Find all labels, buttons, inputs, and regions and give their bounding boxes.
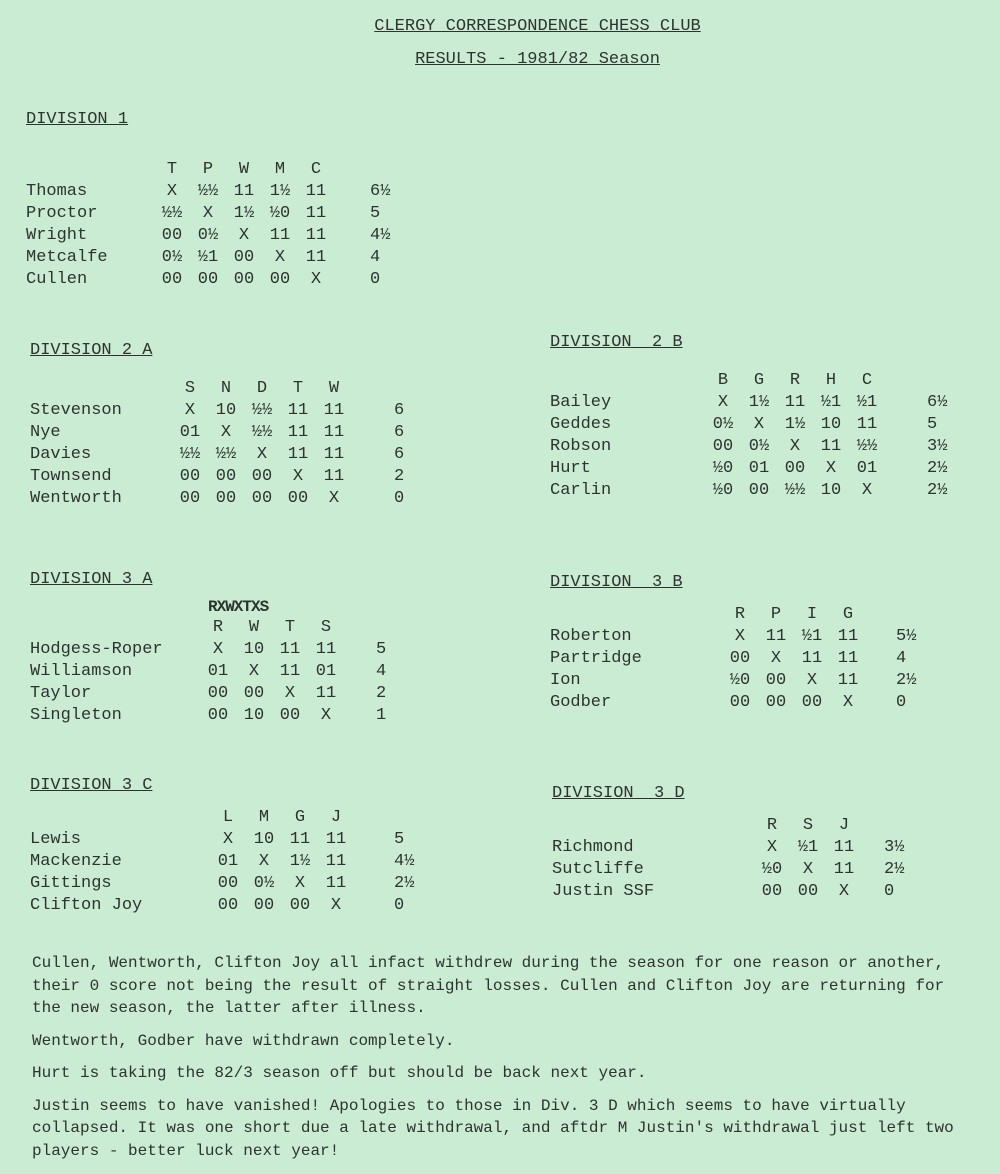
result-cell: 11 [801, 649, 823, 668]
player-name: Wentworth [30, 489, 122, 508]
result-cell: 11 [305, 182, 327, 201]
player-name: Godber [550, 693, 612, 712]
result-cell: 00 [179, 489, 201, 508]
player-score: 4 [376, 662, 387, 681]
column-initial: J [330, 808, 342, 827]
result-cell: 0½ [748, 437, 770, 456]
division-d3c [30, 776, 414, 917]
result-cell: X [842, 693, 854, 712]
result-cell: 00 [801, 693, 823, 712]
division-heading: DIVISION 3 A [30, 570, 153, 589]
column-header-row [550, 604, 916, 626]
spacer [552, 815, 754, 837]
column-header-row [30, 617, 386, 639]
spacer [26, 159, 154, 181]
table-row [30, 444, 404, 466]
player-score: 2 [376, 684, 387, 703]
result-cell: ½1 [797, 838, 819, 857]
struck-letters: RXWXTXS [208, 598, 269, 616]
column-initial: I [806, 605, 818, 624]
result-cell: ½1 [820, 393, 842, 412]
result-cell: 11 [287, 423, 309, 442]
result-cell: X [248, 662, 260, 681]
result-cell: 00 [179, 467, 201, 486]
player-score: 4½ [394, 852, 415, 871]
column-initial: P [770, 605, 782, 624]
result-cell: 0½ [197, 226, 219, 245]
result-cell: 10 [243, 640, 265, 659]
result-cell: 01 [856, 459, 878, 478]
result-cell: 00 [251, 489, 273, 508]
column-initial: T [166, 160, 178, 179]
column-initial: S [184, 379, 196, 398]
spacer [30, 597, 208, 617]
result-cell: 1½ [269, 182, 291, 201]
result-cell: 10 [253, 830, 275, 849]
result-cell: X [222, 830, 234, 849]
spacer [550, 370, 705, 392]
result-cell: 00 [765, 693, 787, 712]
player-name: Ion [550, 671, 581, 690]
result-cell: 00 [729, 693, 751, 712]
column-initial: J [838, 816, 850, 835]
table-row [30, 683, 386, 705]
result-cell: 11 [315, 640, 337, 659]
table-row [550, 670, 916, 692]
result-cell: 01 [748, 459, 770, 478]
column-initial: T [292, 379, 304, 398]
player-score: 0 [896, 693, 907, 712]
division-d1 [26, 110, 390, 291]
player-name: Sutcliffe [552, 860, 644, 879]
column-header-row [26, 159, 390, 181]
result-cell: 11 [837, 649, 859, 668]
player-score: 3½ [884, 838, 905, 857]
column-initial: T [284, 618, 296, 637]
result-cell: 00 [748, 481, 770, 500]
player-name: Mackenzie [30, 852, 122, 871]
result-cell: 0½ [161, 248, 183, 267]
player-score: 6½ [927, 393, 948, 412]
column-initial: M [274, 160, 286, 179]
result-cell: ½0 [269, 204, 291, 223]
result-cell: ½½ [197, 182, 219, 201]
player-score: 0 [370, 270, 381, 289]
player-score: 6 [394, 423, 405, 442]
result-cell: 00 [217, 896, 239, 915]
division-d2b [550, 333, 947, 502]
result-cell: 11 [856, 415, 878, 434]
column-initial: W [238, 160, 250, 179]
spacer [30, 807, 210, 829]
result-cell: ½½ [251, 401, 273, 420]
column-header-row [552, 815, 904, 837]
result-cell: X [294, 874, 306, 893]
result-cell: 01 [179, 423, 201, 442]
player-name: Richmond [552, 838, 634, 857]
table-row [26, 225, 390, 247]
player-name: Williamson [30, 662, 133, 681]
result-cell: X [328, 489, 340, 508]
table-row [30, 873, 414, 895]
table-row [30, 422, 404, 444]
division-heading: DIVISION 3 D [552, 784, 685, 803]
player-score: 5 [927, 415, 938, 434]
result-cell: 00 [197, 270, 219, 289]
player-name: Lewis [30, 830, 82, 849]
result-cell: 11 [279, 662, 301, 681]
player-name: Gittings [30, 874, 112, 893]
notes [32, 952, 982, 1172]
result-cell: 01 [315, 662, 337, 681]
result-cell: 00 [761, 882, 783, 901]
result-cell: 11 [837, 627, 859, 646]
result-cell: 00 [161, 226, 183, 245]
result-cell: 11 [287, 401, 309, 420]
result-cell: ½1 [856, 393, 878, 412]
division-heading: DIVISION 2 A [30, 341, 153, 360]
result-cell: 00 [233, 270, 255, 289]
player-name: Singleton [30, 706, 122, 725]
result-cell: 00 [289, 896, 311, 915]
result-cell: X [284, 684, 296, 703]
column-initial: M [258, 808, 270, 827]
result-cell: X [220, 423, 232, 442]
column-initial: R [766, 816, 778, 835]
player-name: Taylor [30, 684, 92, 703]
result-cell: 00 [243, 684, 265, 703]
column-header-row [30, 378, 404, 400]
table-row [30, 466, 404, 488]
player-name: Townsend [30, 467, 112, 486]
table-row [550, 414, 947, 436]
table-row [550, 480, 947, 502]
column-initial: G [294, 808, 306, 827]
result-cell: X [310, 270, 322, 289]
column-initial: P [202, 160, 214, 179]
player-name: Proctor [26, 204, 98, 223]
player-name: Robson [550, 437, 612, 456]
player-name: Hurt [550, 459, 591, 478]
result-cell: 00 [784, 459, 806, 478]
result-cell: 00 [287, 489, 309, 508]
result-cell: 01 [217, 852, 239, 871]
result-cell: X [734, 627, 746, 646]
result-cell: ½0 [712, 459, 734, 478]
column-initial: N [220, 379, 232, 398]
table-row [26, 247, 390, 269]
note-withdrawals: Cullen, Wentworth, Clifton Joy all infact withdrew during the season for one reason or another, their 0 score not being the result of straight losses. Cullen and Clifton Joy are returning for the new season, the latter after illness. [32, 954, 945, 1017]
result-cell: X [184, 401, 196, 420]
table-row [30, 895, 414, 917]
result-cell: 00 [251, 467, 273, 486]
player-name: Thomas [26, 182, 88, 201]
result-cell: 11 [269, 226, 291, 245]
table-row [30, 705, 386, 727]
result-cell: 00 [279, 706, 301, 725]
player-score: 5 [394, 830, 405, 849]
result-cell: 11 [323, 401, 345, 420]
result-cell: 11 [325, 852, 347, 871]
result-cell: ½0 [729, 671, 751, 690]
result-cell: 11 [820, 437, 842, 456]
player-name: Metcalfe [26, 248, 108, 267]
player-name: Wright [26, 226, 88, 245]
player-name: Davies [30, 445, 92, 464]
result-cell: X [330, 896, 342, 915]
player-score: 1 [376, 706, 387, 725]
result-cell: X [258, 852, 270, 871]
result-cell: X [717, 393, 729, 412]
result-cell: X [238, 226, 250, 245]
division-d2a [30, 341, 404, 510]
table-row [30, 639, 386, 661]
division-d3b [550, 573, 916, 714]
table-row [552, 881, 904, 903]
player-score: 6 [394, 445, 405, 464]
player-name: Justin SSF [552, 882, 655, 901]
division-d3d [552, 784, 904, 903]
spacer [550, 604, 722, 626]
result-cell: X [806, 671, 818, 690]
page-subtitle: RESULTS - 1981/82 Season [415, 50, 660, 69]
column-initial: R [734, 605, 746, 624]
player-score: 2½ [927, 481, 948, 500]
result-cell: X [292, 467, 304, 486]
result-cell: 10 [820, 481, 842, 500]
result-cell: 11 [279, 640, 301, 659]
result-cell: 11 [315, 684, 337, 703]
result-cell: 10 [820, 415, 842, 434]
table-row [30, 400, 404, 422]
column-initial: R [789, 371, 801, 390]
player-name: Roberton [550, 627, 632, 646]
result-cell: 11 [305, 204, 327, 223]
result-cell: 1½ [784, 415, 806, 434]
division-heading: DIVISION 3 B [550, 573, 683, 592]
result-cell: 1½ [289, 852, 311, 871]
player-score: 2½ [896, 671, 917, 690]
column-initial: L [222, 808, 234, 827]
column-initial: G [753, 371, 765, 390]
player-name: Cullen [26, 270, 88, 289]
division-heading: DIVISION 3 C [30, 776, 153, 795]
note-justin: Justin seems to have vanished! Apologies to those in Div. 3 D which seems to have virtually collapsed. It was one short due a late withdrawal, and aftdr M Justin's withdrawal just left two players - better luck next year! [32, 1096, 954, 1160]
result-cell: X [274, 248, 286, 267]
player-name: Partridge [550, 649, 642, 668]
result-cell: 10 [215, 401, 237, 420]
result-cell: X [861, 481, 873, 500]
result-cell: 11 [287, 445, 309, 464]
result-cell: ½1 [801, 627, 823, 646]
player-score: 4½ [370, 226, 391, 245]
result-cell: ½½ [784, 481, 806, 500]
column-initial: B [717, 371, 729, 390]
table-row [550, 626, 916, 648]
result-cell: X [825, 459, 837, 478]
result-cell: X [789, 437, 801, 456]
result-cell: 10 [243, 706, 265, 725]
table-row [30, 851, 414, 873]
player-score: 2½ [927, 459, 948, 478]
page-title: CLERGY CORRESPONDENCE CHESS CLUB [374, 17, 701, 36]
column-initial: S [320, 618, 332, 637]
spacer [30, 378, 172, 400]
result-cell: X [212, 640, 224, 659]
result-cell: X [202, 204, 214, 223]
result-cell: 11 [325, 830, 347, 849]
division-heading: DIVISION 1 [26, 110, 129, 129]
table-row [26, 203, 390, 225]
table-row [30, 488, 404, 510]
table-row [550, 692, 916, 714]
result-cell: 11 [305, 226, 327, 245]
player-name: Geddes [550, 415, 612, 434]
player-name: Clifton Joy [30, 896, 143, 915]
result-cell: 11 [833, 860, 855, 879]
result-cell: ½½ [251, 423, 273, 442]
result-cell: 00 [215, 489, 237, 508]
result-cell: 00 [712, 437, 734, 456]
player-score: 2 [394, 467, 405, 486]
result-cell: 00 [269, 270, 291, 289]
table-row [550, 436, 947, 458]
column-initial: W [248, 618, 260, 637]
result-cell: ½½ [161, 204, 183, 223]
result-cell: 11 [323, 423, 345, 442]
player-name: Bailey [550, 393, 612, 412]
player-score: 5 [376, 640, 387, 659]
column-initial: C [310, 160, 322, 179]
result-cell: 11 [323, 467, 345, 486]
result-cell: 11 [305, 248, 327, 267]
table-row [550, 458, 947, 480]
result-cell: ½1 [197, 248, 219, 267]
table-row [550, 392, 947, 414]
column-initial: H [825, 371, 837, 390]
result-cell: ½½ [856, 437, 878, 456]
result-cell: 0½ [253, 874, 275, 893]
result-cell: 00 [215, 467, 237, 486]
result-cell: 00 [729, 649, 751, 668]
division-d3a [30, 570, 386, 727]
player-name: Carlin [550, 481, 612, 500]
table-row [26, 269, 390, 291]
table-row [30, 661, 386, 683]
result-cell: 11 [289, 830, 311, 849]
result-cell: ½½ [215, 445, 237, 464]
result-cell: 00 [207, 684, 229, 703]
result-cell: 0½ [712, 415, 734, 434]
column-initial: W [328, 379, 340, 398]
result-cell: X [838, 882, 850, 901]
struck-out-header [30, 597, 386, 617]
result-cell: 11 [833, 838, 855, 857]
player-score: 2½ [884, 860, 905, 879]
table-row [550, 648, 916, 670]
table-row [552, 859, 904, 881]
player-name: Nye [30, 423, 61, 442]
result-cell: ½0 [712, 481, 734, 500]
column-initial: C [861, 371, 873, 390]
result-cell: X [166, 182, 178, 201]
result-cell: X [802, 860, 814, 879]
result-cell: X [766, 838, 778, 857]
result-cell: 00 [207, 706, 229, 725]
result-cell: 00 [797, 882, 819, 901]
table-row [30, 829, 414, 851]
player-name: Stevenson [30, 401, 122, 420]
column-initial: S [802, 816, 814, 835]
player-score: 6 [394, 401, 405, 420]
column-header-row [550, 370, 947, 392]
player-name: Hodgess-Roper [30, 640, 163, 659]
result-cell: 1½ [748, 393, 770, 412]
column-initial: R [212, 618, 224, 637]
column-initial: D [256, 379, 268, 398]
player-score: 2½ [394, 874, 415, 893]
result-cell: 01 [207, 662, 229, 681]
result-cell: X [753, 415, 765, 434]
note-hurt: Hurt is taking the 82/3 season off but should be back next year. [32, 1064, 647, 1082]
player-score: 5 [370, 204, 381, 223]
player-score: 6½ [370, 182, 391, 201]
result-cell: 00 [161, 270, 183, 289]
column-header-row [30, 807, 414, 829]
result-cell: 11 [325, 874, 347, 893]
player-score: 0 [394, 896, 405, 915]
result-cell: 11 [323, 445, 345, 464]
table-row [552, 837, 904, 859]
player-score: 4 [896, 649, 907, 668]
result-cell: 00 [253, 896, 275, 915]
result-cell: 11 [233, 182, 255, 201]
result-cell: 11 [837, 671, 859, 690]
result-cell: 11 [765, 627, 787, 646]
spacer [30, 617, 200, 639]
note-complete-withdrawals: Wentworth, Godber have withdrawn completely. [32, 1031, 455, 1050]
result-cell: ½0 [761, 860, 783, 879]
player-score: 3½ [927, 437, 948, 456]
player-score: 4 [370, 248, 381, 267]
result-cell: ½½ [179, 445, 201, 464]
player-score: 0 [884, 882, 895, 901]
player-score: 0 [394, 489, 405, 508]
result-cell: X [770, 649, 782, 668]
result-cell: 1½ [233, 204, 255, 223]
column-initial: G [842, 605, 854, 624]
division-heading: DIVISION 2 B [550, 333, 683, 352]
player-score: 5½ [896, 627, 917, 646]
result-cell: 11 [784, 393, 806, 412]
result-cell: X [320, 706, 332, 725]
result-cell: 00 [233, 248, 255, 267]
result-cell: 00 [217, 874, 239, 893]
result-cell: 00 [765, 671, 787, 690]
table-row [26, 181, 390, 203]
result-cell: X [256, 445, 268, 464]
